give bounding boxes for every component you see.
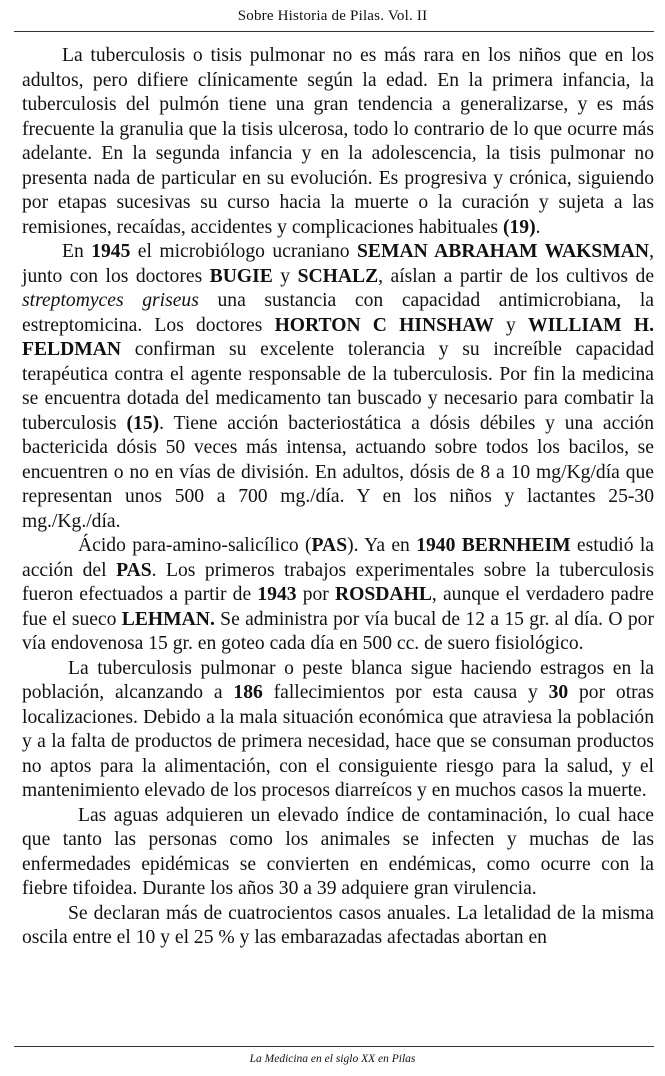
- paragraph: [22, 44, 654, 240]
- text-run: . Los primeros trabajos experimentales sobre la tuberculosis fueron efectuados a partir de: [22, 559, 654, 605]
- italic-text: streptomyces griseus: [22, 290, 199, 311]
- text-run: Se administra por vía bucal de 12 a 15 gr. al día. O por vía endovenosa 15 gr. en goteo cada día en 500 cc. de suero fisiológico.: [22, 608, 654, 654]
- bold-text: 30: [548, 682, 569, 703]
- text-run: ). Ya en: [347, 535, 417, 556]
- text-run: y: [493, 314, 529, 336]
- text-run: el microbiólogo ucraniano: [130, 241, 358, 262]
- text-run: fallecimientos por esta causa y: [262, 682, 549, 703]
- footer-rule: [14, 1046, 654, 1047]
- text-run: Se declaran más de cuatrocientos casos anuales. La letalidad de la misma oscila entre el 10 y el 25 % y las embarazadas afectadas abortan en: [22, 902, 654, 948]
- bold-text: 186: [233, 682, 263, 703]
- running-footer: La Medicina en el siglo XX en Pilas: [249, 1053, 416, 1065]
- text-run: , aíslan a partir de los cultivos de: [378, 265, 655, 287]
- bold-text: HORTON C HINSHAW: [274, 314, 494, 336]
- text-run: confirman su excelente tolerancia y su increíble capacidad terapéutica contra el agente responsable de la tuberculosis. Por fin la medicina se encuentra dotada del medicamento tan buscado y necesario para combatir la tuberculosis: [22, 339, 654, 434]
- paragraph: [22, 657, 654, 804]
- bold-text: SEMAN ABRAHAM WAKSMAN: [357, 241, 650, 262]
- text-run: En: [62, 241, 92, 262]
- bold-text: (15): [126, 412, 160, 434]
- text-run: .: [535, 216, 541, 238]
- text-run: y: [272, 265, 298, 287]
- bold-text: BERNHEIM: [461, 535, 571, 556]
- text-run: Ácido para-amino-salicílico (: [78, 535, 312, 556]
- bold-text: 1943: [257, 584, 297, 605]
- text-run: La tuberculosis o tisis pulmonar no es más rara en los niños que en los adultos, pero difiere clínicamente según la edad. En la primera infancia, la tuberculosis del pulmón tiene una gran tendencia a generalizarse, y es más frecuente la granulia que la tisis ulcerosa, todo lo contrario de lo que ocurre más adelante. En la segunda infancia y en la adolescencia, la tisis pulmonar no presenta nada de particular en su evolución. Es progresiva y crónica, siguiendo por etapas sucesivas su curso hacia la muerte o la curación y sujeta a las remisiones, recaídas, accidentes y complicaciones habituales: [22, 45, 654, 238]
- bold-text: 1940: [416, 535, 456, 556]
- bold-text: PAS: [116, 559, 152, 581]
- text-run: por: [296, 584, 335, 605]
- bold-text: PAS: [311, 535, 348, 556]
- paragraph: [22, 534, 654, 657]
- text-run: Las aguas adquieren un elevado índice de contaminación, lo cual hace que tanto las personas como los animales se infecten y muchas de las enfermedades epidémicas se convierten en endémicas, como ocurre con la fiebre tifoidea. Durante los años 30 a 39 adquiere gran virulencia.: [22, 804, 654, 899]
- bold-text: LEHMAN.: [121, 608, 215, 630]
- bold-text: 1945: [91, 241, 131, 262]
- paragraph: [22, 804, 654, 902]
- text-run: La tuberculosis pulmonar o peste blanca sigue haciendo estragos en la población, alcanzando a: [22, 657, 654, 703]
- text-run: . Tiene acción bacteriostática a dósis débiles y una acción bactericida dósis 50 veces más intensa, actuando sobre todos los bacilos, se encuentren o no en vías de división. En adultos, dósis de 8 a 10 mg/Kg/día que representan unos 500 a 700 mg./día. Y en los niños y lactantes 25-30 mg./Kg./día.: [22, 412, 654, 532]
- text-run: estudió la acción del: [22, 535, 654, 581]
- bold-text: BUGIE: [209, 265, 273, 287]
- text-run: , junto con los doctores: [22, 241, 654, 287]
- header-rule: [14, 31, 654, 32]
- text-run: una sustancia con capacidad antimicrobiana, la estreptomicina. Los doctores: [22, 290, 654, 336]
- bold-text: WILLIAM H. FELDMAN: [22, 314, 654, 360]
- text-run: por otras localizaciones. Debido a la mala situación económica que atraviesa la población y a la falta de productos de primera necesidad, hace que se consuman productos no aptos para la alimentación, con el consiguiente riesgo para la salud, y el mantenimiento elevado de los procesos diarreícos y en muchos casos la muerte.: [22, 682, 655, 801]
- text-run: , aunque el verdadero padre fue el sueco: [22, 584, 654, 630]
- running-header: Sobre Historia de Pilas. Vol. II: [237, 8, 428, 24]
- bold-text: (19): [502, 216, 536, 238]
- bold-text: ROSDAHL: [334, 584, 432, 605]
- bold-text: SCHALZ: [297, 265, 379, 287]
- body-text: [22, 44, 654, 951]
- paragraph: [22, 902, 654, 951]
- paragraph: [22, 240, 654, 534]
